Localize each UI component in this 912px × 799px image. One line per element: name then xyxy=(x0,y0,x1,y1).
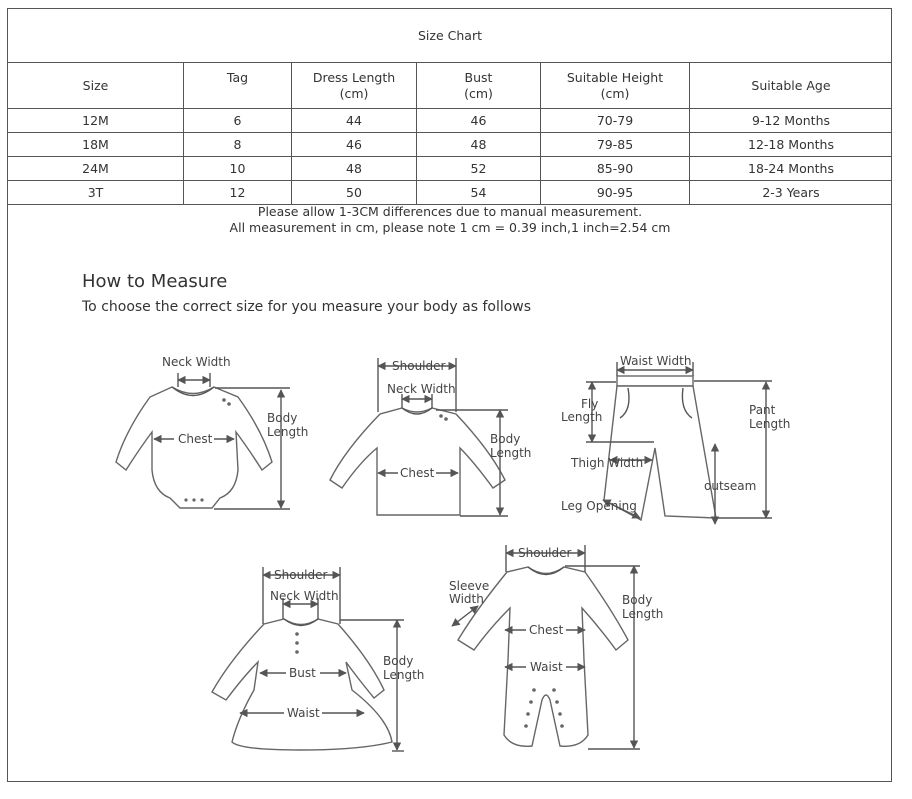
conversion-note: All measurement in cm, please note 1 cm = 0.39 inch,1 inch=2.54 cm xyxy=(229,220,671,235)
label-pant-length: Length xyxy=(749,417,791,431)
cell-dress-length: 44 xyxy=(292,109,417,133)
label-bust: Bust xyxy=(289,666,316,680)
romper-diagram xyxy=(449,545,663,749)
cell-tag: 6 xyxy=(184,109,292,133)
label-waist-width: Waist Width xyxy=(620,354,692,368)
label-length: Length xyxy=(383,668,425,682)
label-waist: Waist xyxy=(287,706,320,720)
header-size: Size xyxy=(8,63,184,109)
cell-dress-length: 48 xyxy=(292,157,417,181)
label-shoulder: Shoulder xyxy=(274,568,328,582)
pants-waistband xyxy=(617,376,693,386)
header-tag: Tag xyxy=(184,63,292,109)
label-sleeve-width: Width xyxy=(449,592,484,606)
cell-bust: 46 xyxy=(417,109,541,133)
header-dress-length: Dress Length (cm) xyxy=(292,63,417,109)
cell-size: 24M xyxy=(8,157,184,181)
label-neck-width: Neck Width xyxy=(270,589,339,603)
cell-bust: 48 xyxy=(417,133,541,157)
label-body: Body xyxy=(490,432,521,446)
dress-diagram xyxy=(212,567,424,751)
label-neck-width: Neck Width xyxy=(162,355,231,369)
cell-age: 18-24 Months xyxy=(690,157,893,181)
cell-tag: 10 xyxy=(184,157,292,181)
measurement-note: Please allow 1-3CM differences due to manual measurement. xyxy=(257,204,643,219)
label-length: Length xyxy=(622,607,664,621)
cell-age: 12-18 Months xyxy=(690,133,893,157)
label-shoulder: Shoulder xyxy=(392,359,446,373)
label-leg-opening: Leg Opening xyxy=(561,499,637,513)
label-chest: Chest xyxy=(529,623,564,637)
label-shoulder: Shoulder xyxy=(518,546,572,560)
cell-bust: 54 xyxy=(417,181,541,205)
cell-size: 3T xyxy=(8,181,184,205)
label-chest: Chest xyxy=(400,466,435,480)
header-bust: Bust (cm) xyxy=(417,63,541,109)
bodysuit-outline xyxy=(116,387,272,508)
cell-tag: 8 xyxy=(184,133,292,157)
tshirt-diagram xyxy=(330,358,531,516)
how-to-measure-subtitle: To choose the correct size for you measure your body as follows xyxy=(82,299,532,315)
cell-tag: 12 xyxy=(184,181,292,205)
label-fly: Fly xyxy=(581,397,599,411)
header-suitable-height: Suitable Height (cm) xyxy=(541,63,690,109)
cell-dress-length: 46 xyxy=(292,133,417,157)
label-body: Body xyxy=(622,593,653,607)
cell-height: 85-90 xyxy=(541,157,690,181)
label-chest: Chest xyxy=(178,432,213,446)
header-suitable-age: Suitable Age xyxy=(690,63,893,109)
label-neck-width: Neck Width xyxy=(387,382,456,396)
size-chart-title: Size Chart xyxy=(8,9,892,63)
tshirt-outline xyxy=(330,408,505,515)
bodysuit-diagram xyxy=(116,355,308,509)
cell-height: 90-95 xyxy=(541,181,690,205)
cell-bust: 52 xyxy=(417,157,541,181)
cell-age: 9-12 Months xyxy=(690,109,893,133)
cell-size: 12M xyxy=(8,109,184,133)
label-outseam: outseam xyxy=(704,479,757,493)
how-to-measure-title: How to Measure xyxy=(82,271,228,292)
cell-height: 79-85 xyxy=(541,133,690,157)
label-sleeve: Sleeve xyxy=(449,579,490,593)
dress-outline xyxy=(212,619,392,750)
label-waist: Waist xyxy=(530,660,563,674)
cell-height: 70-79 xyxy=(541,109,690,133)
label-body: Body xyxy=(267,411,298,425)
label-fly-length: Length xyxy=(561,410,603,424)
label-pant: Pant xyxy=(749,403,776,417)
cell-dress-length: 50 xyxy=(292,181,417,205)
cell-age: 2-3 Years xyxy=(690,181,893,205)
label-length: Length xyxy=(267,425,309,439)
label-length: Length xyxy=(490,446,532,460)
pants-diagram xyxy=(561,354,790,524)
label-thigh-width: Thigh Width xyxy=(571,456,644,470)
cell-size: 18M xyxy=(8,133,184,157)
label-body: Body xyxy=(383,654,414,668)
